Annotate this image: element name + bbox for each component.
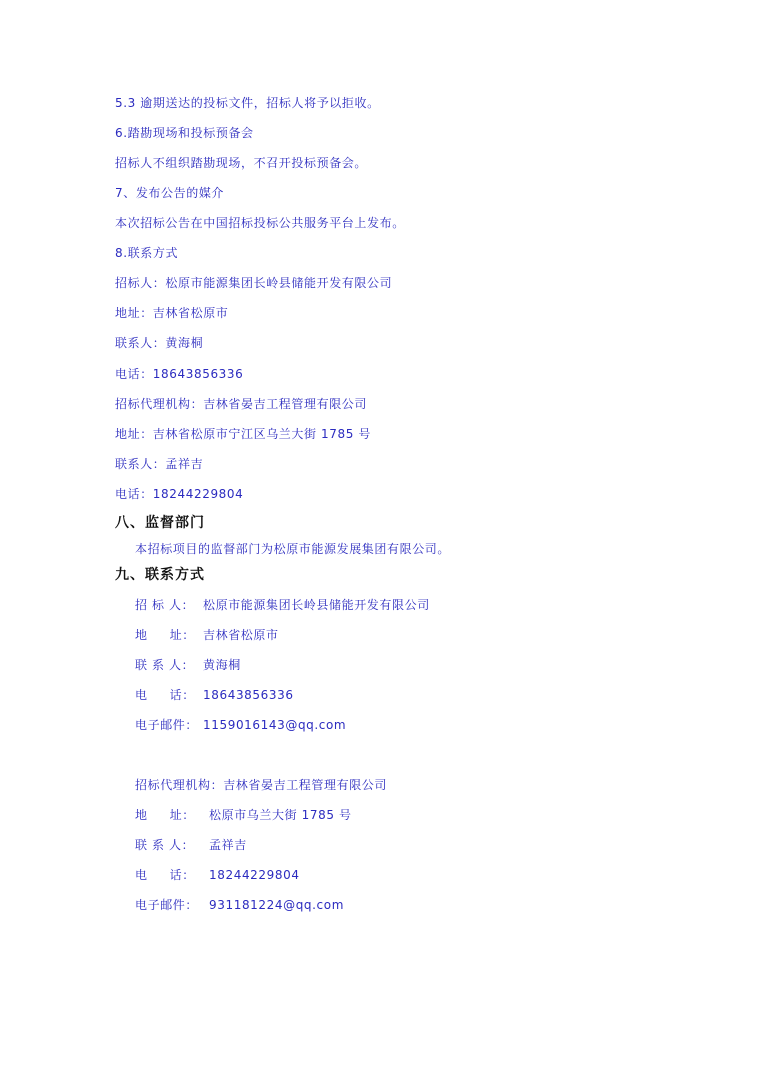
agency-name-key: 招标代理机构： [135, 778, 224, 792]
agency-address-line: 地址：吉林省松原市宁江区乌兰大街 1785 号 [115, 427, 371, 441]
late-submission-clause: 5.3 逾期送达的投标文件，招标人将予以拒收。 [115, 96, 380, 110]
agency-phone-line: 电话：18244229804 [115, 487, 244, 501]
agency-phone-row [135, 867, 300, 883]
agency-name-row [135, 777, 387, 793]
agency-email-key: 电子邮件： [135, 898, 199, 912]
tenderer-name-value: 松原市能源集团长岭县储能开发有限公司 [203, 598, 430, 612]
agency-contact-row [135, 837, 247, 853]
agency-phone-key: 电 话： [135, 868, 195, 882]
tenderer-contact-line: 联系人：黄海桐 [115, 336, 204, 350]
agency-contact-line: 联系人：孟祥吉 [115, 457, 204, 471]
tenderer-line: 招标人：松原市能源集团长岭县储能开发有限公司 [115, 276, 393, 290]
tenderer-phone-line: 电话：18643856336 [115, 367, 244, 381]
tenderer-address-key: 地 址： [135, 628, 195, 642]
tenderer-email-row [135, 717, 346, 733]
site-visit-heading: 6.踏勘现场和投标预备会 [115, 126, 254, 140]
contact-heading: 8.联系方式 [115, 246, 179, 260]
media-heading: 7、发布公告的媒介 [115, 186, 225, 200]
site-visit-text: 招标人不组织踏勘现场，不召开投标预备会。 [115, 156, 368, 170]
supervision-heading: 八、监督部门 [115, 515, 205, 531]
agency-email-value: 931181224@qq.com [209, 898, 344, 912]
tenderer-email-value: 1159016143@qq.com [203, 718, 347, 732]
agency-address-value: 松原市乌兰大街 1785 号 [209, 808, 352, 822]
agency-address-row [135, 807, 352, 823]
tenderer-phone-row [135, 687, 294, 703]
agency-name-value: 吉林省晏吉工程管理有限公司 [223, 778, 388, 792]
agency-address-key: 地 址： [135, 808, 195, 822]
tenderer-address-line: 地址：吉林省松原市 [115, 306, 229, 320]
tenderer-address-row [135, 627, 279, 643]
tenderer-name-row [135, 597, 430, 613]
supervision-text: 本招标项目的监督部门为松原市能源发展集团有限公司。 [135, 542, 451, 556]
tenderer-phone-value: 18643856336 [203, 688, 294, 702]
agency-line: 招标代理机构：吉林省晏吉工程管理有限公司 [115, 397, 368, 411]
tenderer-contact-value: 黄海桐 [203, 658, 241, 672]
tenderer-name-key: 招 标 人： [135, 598, 195, 612]
agency-email-row [135, 897, 344, 913]
tenderer-email-key: 电子邮件： [135, 718, 199, 732]
agency-contact-value: 孟祥吉 [209, 838, 247, 852]
media-text: 本次招标公告在中国招标投标公共服务平台上发布。 [115, 216, 405, 230]
tenderer-phone-key: 电 话： [135, 688, 195, 702]
agency-phone-value: 18244229804 [209, 868, 300, 882]
contact-info-heading: 九、联系方式 [115, 567, 205, 583]
tenderer-contact-key: 联 系 人： [135, 658, 195, 672]
agency-contact-key: 联 系 人： [135, 838, 195, 852]
tenderer-contact-row [135, 657, 241, 673]
tenderer-address-value: 吉林省松原市 [203, 628, 279, 642]
